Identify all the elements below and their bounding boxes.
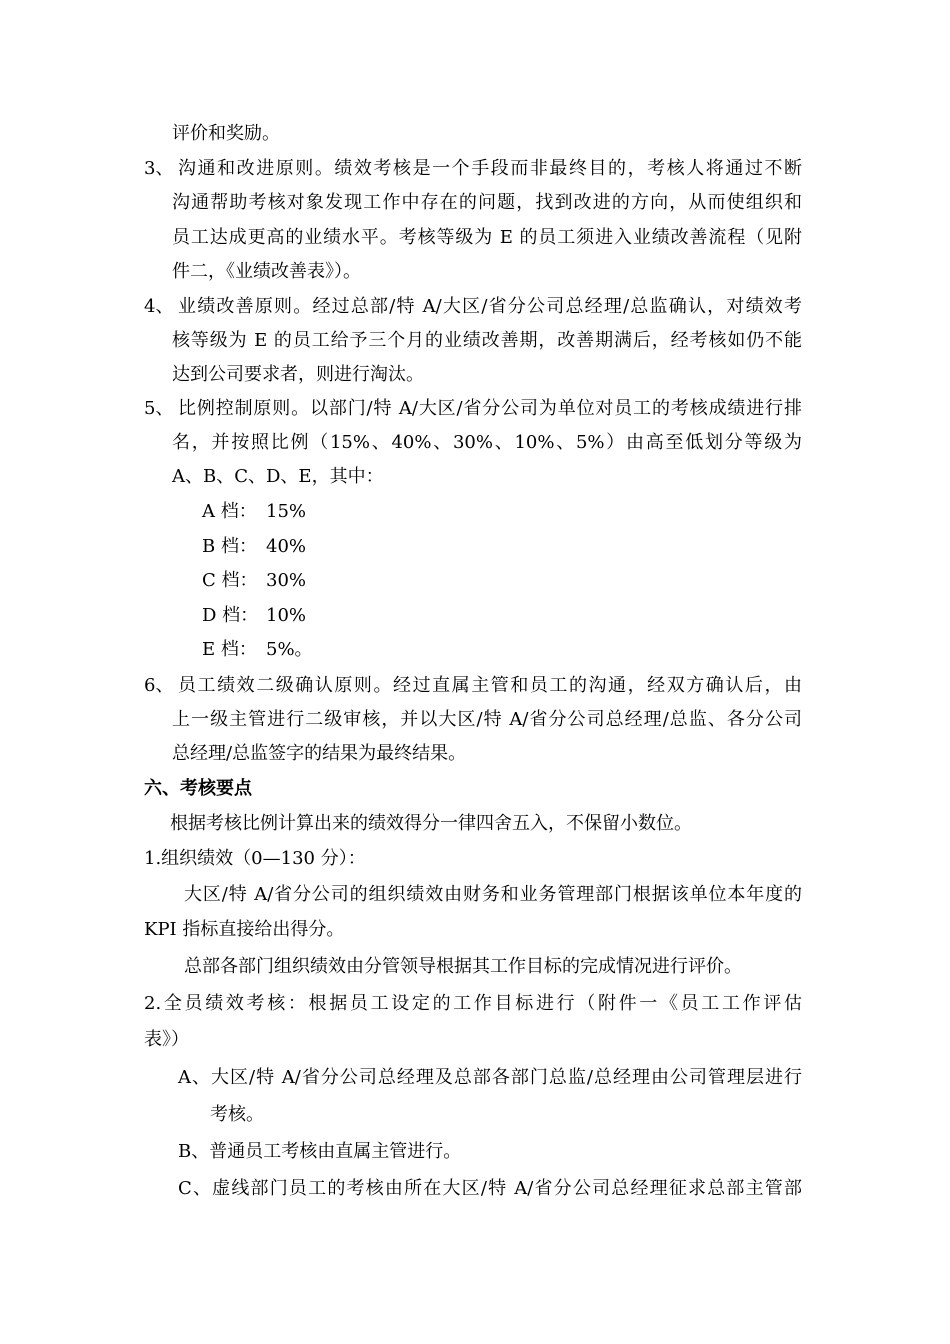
item-5-number: 5、 bbox=[144, 398, 174, 419]
org-performance-para-1-line-1: 大区/特 A/省分公司的组织绩效由财务和业务管理部门根据该单位本年度的 bbox=[184, 884, 802, 905]
grade-e-percent: 5%。 bbox=[266, 639, 313, 660]
item-6-line-1: 员工绩效二级确认原则。经过直属主管和员工的沟通，经双方确认后，由 bbox=[178, 675, 802, 696]
item-continuation: 评价和奖励。 bbox=[172, 123, 280, 144]
item-a-line-1: A、大区/特 A/省分公司总经理及总部各部门总监/总经理由公司管理层进行 bbox=[178, 1067, 802, 1088]
item-4-line-1: 业绩改善原则。经过总部/特 A/大区/省分公司总经理/总监确认，对绩效考 bbox=[178, 296, 802, 317]
grade-c-label: C 档： bbox=[202, 570, 258, 591]
org-performance-title: 1.组织绩效（0—130 分）： bbox=[144, 848, 366, 869]
grade-b-label: B 档： bbox=[202, 536, 257, 557]
item-b: B、普通员工考核由直属主管进行。 bbox=[178, 1141, 462, 1162]
item-4-line-3: 达到公司要求者，则进行淘汰。 bbox=[172, 364, 424, 385]
section-heading: 六、考核要点 bbox=[144, 778, 252, 799]
grade-c-percent: 30% bbox=[266, 570, 307, 591]
all-staff-line-2: 表》） bbox=[144, 1029, 189, 1050]
item-3-line-2: 沟通帮助考核对象发现工作中存在的问题，找到改进的方向，从而使组织和 bbox=[172, 192, 802, 213]
rounding-note: 根据考核比例计算出来的绩效得分一律四舍五入，不保留小数位。 bbox=[170, 813, 692, 834]
grade-e-label: E 档： bbox=[202, 639, 257, 660]
item-6-line-3: 总经理/总监签字的结果为最终结果。 bbox=[172, 743, 467, 764]
grade-d-percent: 10% bbox=[266, 605, 307, 626]
item-c-line-1: C、虚线部门员工的考核由所在大区/特 A/省分公司总经理征求总部主管部 bbox=[178, 1178, 802, 1199]
all-staff-line-1: 2.全员绩效考核：根据员工设定的工作目标进行（附件一《员工工作评估 bbox=[144, 993, 802, 1014]
org-performance-para-2: 总部各部门组织绩效由分管领导根据其工作目标的完成情况进行评价。 bbox=[184, 956, 742, 977]
grade-a-percent: 15% bbox=[266, 501, 307, 522]
item-6-line-2: 上一级主管进行二级审核，并以大区/特 A/省分公司总经理/总监、各分公司 bbox=[172, 709, 802, 730]
item-4-number: 4、 bbox=[144, 296, 174, 317]
item-5-line-3: A、B、C、D、E，其中： bbox=[172, 466, 384, 487]
item-4-line-2: 核等级为 E 的员工给予三个月的业绩改善期，改善期满后，经考核如仍不能 bbox=[172, 330, 802, 351]
grade-a-label: A 档： bbox=[202, 501, 257, 522]
item-3-line-3: 员工达成更高的业绩水平。考核等级为 E 的员工须进入业绩改善流程（见附 bbox=[172, 227, 802, 248]
item-5-line-1: 比例控制原则。以部门/特 A/大区/省分公司为单位对员工的考核成绩进行排 bbox=[178, 398, 802, 419]
item-3-line-4: 件二，《业绩改善表》）。 bbox=[172, 261, 361, 282]
org-performance-para-1-line-2: KPI 指标直接给出得分。 bbox=[144, 919, 345, 940]
item-3-number: 3、 bbox=[144, 158, 174, 179]
item-6-number: 6、 bbox=[144, 675, 174, 696]
grade-d-label: D 档： bbox=[202, 605, 259, 626]
grade-b-percent: 40% bbox=[266, 536, 307, 557]
item-5-line-2: 名，并按照比例（15%、40%、30%、10%、5%）由高至低划分等级为 bbox=[172, 432, 802, 453]
item-3-line-1: 沟通和改进原则。绩效考核是一个手段而非最终目的，考核人将通过不断 bbox=[178, 158, 802, 179]
item-a-line-2: 考核。 bbox=[210, 1104, 264, 1125]
